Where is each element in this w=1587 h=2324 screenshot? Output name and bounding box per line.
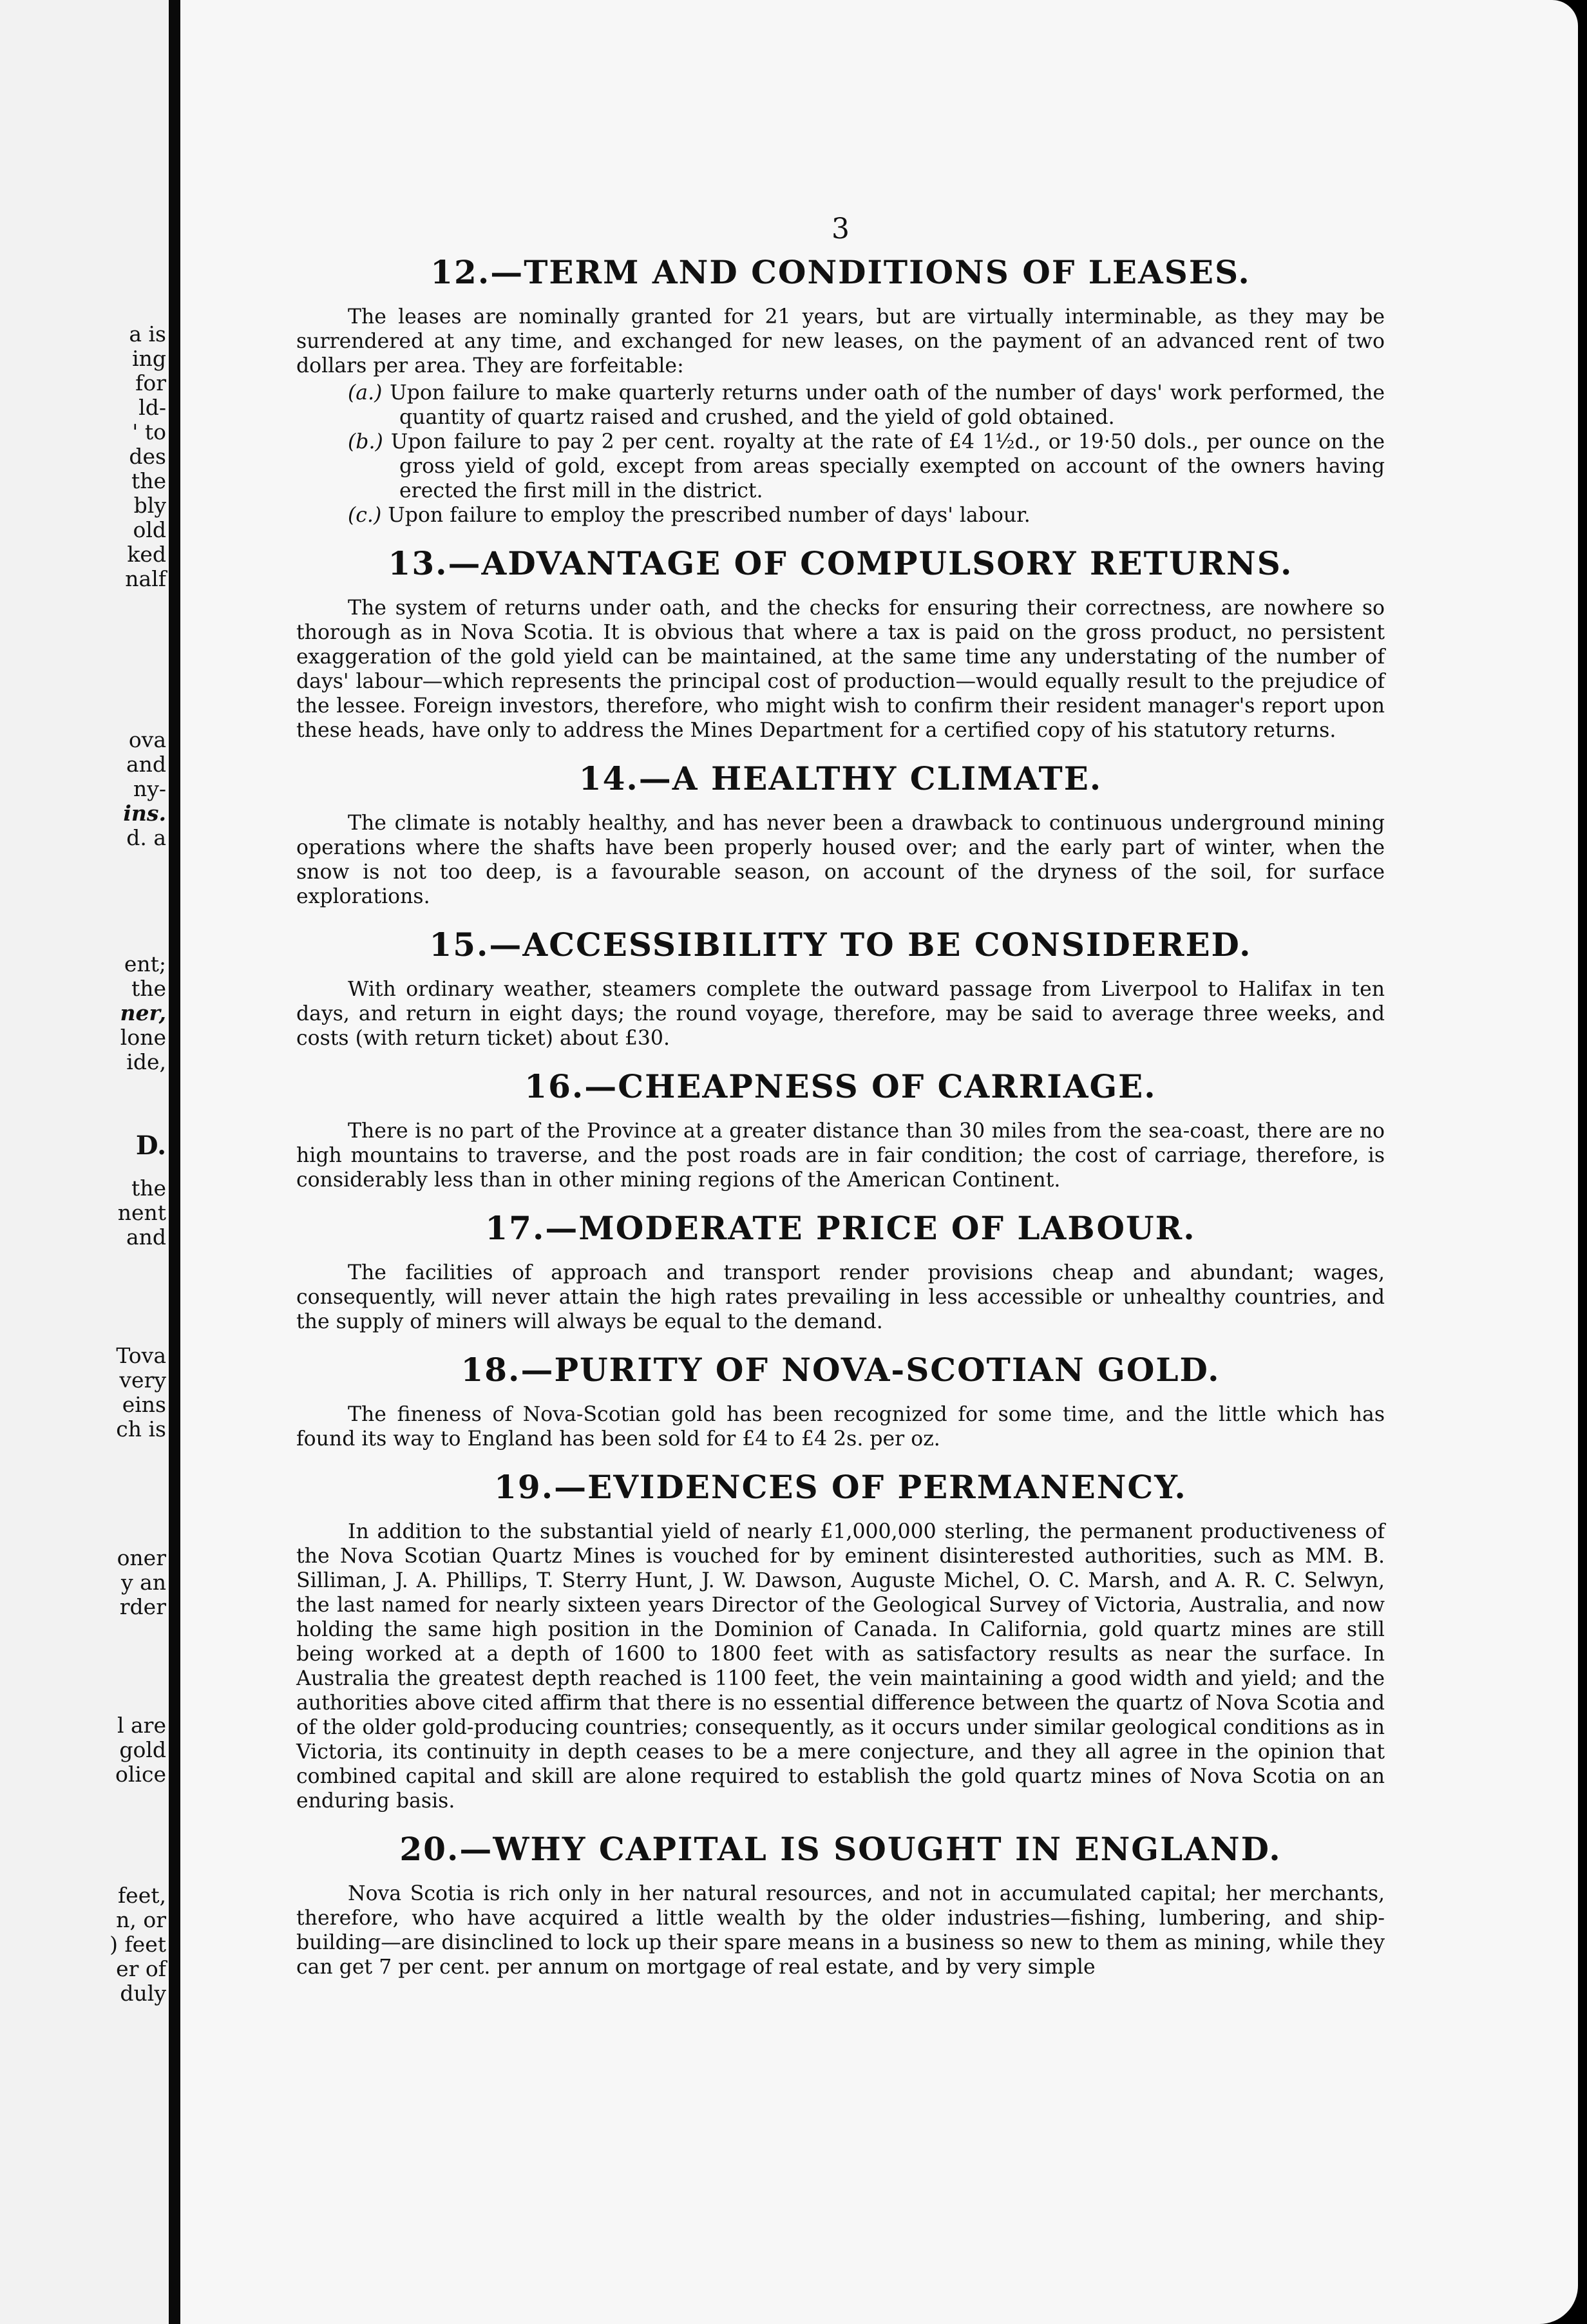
facing-page-text-fragment: and [126,752,166,777]
condition-marker: (b.) [348,430,383,453]
facing-page-text-fragment: y an [120,1570,166,1595]
facing-page-text-fragment: ld- [138,395,166,420]
facing-page-text-fragment: nalf [125,566,166,591]
facing-page-text-fragment: rder [119,1594,166,1619]
section [296,926,1385,1051]
section [296,1830,1385,1979]
section-heading: 20.—WHY CAPITAL IS SOUGHT IN ENGLAND. [399,1830,1282,1868]
section-body: With ordinary weather, steamers complete the outward passage from Liverpool to Halifax in ten days, and return in eight days; the round voyage, therefore, may be said to average three weeks, and costs (with return ticket) about £30. [296,978,1385,1050]
facing-page-text-fragment: ner, [120,1000,166,1025]
section-heading: 17.—MODERATE PRICE OF LABOUR. [485,1209,1196,1247]
facing-page-text-fragment: ova [128,727,166,752]
section-heading: 15.—ACCESSIBILITY TO BE CONSIDERED. [429,926,1252,964]
facing-page-text-fragment: ins. [123,801,166,826]
facing-page-text-fragment: ked [127,542,166,567]
section-heading: 19.—EVIDENCES OF PERMANENCY. [494,1468,1187,1506]
section [296,1209,1385,1334]
facing-page-text-fragment: ) feet [109,1932,166,1957]
facing-page-text-fragment: eins [122,1392,166,1417]
section [296,544,1385,743]
forfeiture-conditions-list [296,381,1385,528]
document-page [180,0,1578,2324]
condition-marker: (c.) [348,504,382,527]
facing-page-text-fragment: the [131,1176,166,1201]
facing-page-text-fragment: ide, [126,1049,166,1074]
facing-page-text-fragment: d. a [126,825,166,850]
facing-page-text-fragment: ing [132,346,166,371]
facing-page-text-fragment: l are [117,1713,166,1738]
facing-page-text-fragment: duly [120,1981,166,2006]
facing-page-text-fragment: olice [115,1762,166,1787]
page-content [296,213,1385,1996]
section [296,1351,1385,1451]
condition-text: Upon failure to pay 2 per cent. royalty at the rate of £4 1½d., or 19·50 dols., per ounce on the gross yield of gold, except from areas specially exempted on account of the owners having erected the first mill in the district. [390,430,1385,502]
section-heading: 12.—TERM AND CONDITIONS OF LEASES. [430,253,1251,291]
facing-page-text-fragment: the [131,976,166,1001]
facing-page-text-fragment: ' to [132,419,166,444]
facing-page-text-fragment: gold [119,1737,166,1762]
section-body: The fineness of Nova-Scotian gold has been recognized for some time, and the little which has found its way to England has been sold for £4 to £4 2s. per oz. [296,1403,1385,1451]
condition-text: Upon failure to employ the prescribed number of days' labour. [388,504,1031,527]
section [296,1468,1385,1813]
section-body: The system of returns under oath, and the checks for ensuring their correctness, are nowhere so thorough as in Nova Scotia. It is obvious that where a tax is paid on the gross product, no persistent exaggeration of the gold yield can be maintained, at the same time any understating of the number of days' labour—which represents the principal cost of production—would equally result to the prejudice of the lessee. Foreign investors, therefore, who might wish to confirm their resident manager's report upon these heads, have only to address the Mines Department for a certified copy of his statutory returns. [296,596,1385,742]
section [296,1067,1385,1192]
facing-page-text-fragment: nent [117,1200,166,1225]
section-body: In addition to the substantial yield of nearly £1,000,000 sterling, the permanent productiveness of the Nova Scotian Quartz Mines is vouched for by eminent disinterested authorities, such as MM. B. Silliman, J. A. Phillips, T. Sterry Hunt, J. W. Dawson, Auguste Michel, O. C. Marsh, and A. R. C. Selwyn, the last named for nearly sixteen years Director of the Geological Survey of Victoria, Australia, and now holding the same high position in the Dominion of Canada. In California, gold quartz mines are still being worked at a depth of 1600 to 1800 feet with as satisfactory results as near the surface. In Australia the greatest depth reached is 1100 feet, the vein maintaining a good width and yield; and the authorities above cited affirm that there is no essential difference between the quartz of Nova Scotia and of the older gold-producing countries; consequently, as it occurs under similar geological conditions as in Victoria, its continuity in depth ceases to be a mere conjecture, and they all agree in the opinion that combined capital and skill are alone required to establish the gold quartz mines of Nova Scotia on an enduring basis. [296,1520,1385,1813]
forfeiture-condition [296,430,1385,503]
section [296,253,1385,528]
facing-page-text-fragment: lone [120,1025,166,1050]
facing-page-text-fragment: n, or [116,1907,166,1932]
condition-marker: (a.) [348,381,383,405]
condition-text: Upon failure to make quarterly returns under oath of the number of days' work performed, the quantity of quartz raised and crushed, and the yield of gold obtained. [390,381,1385,429]
facing-page-text-fragment: a is [129,321,166,347]
section-heading: 16.—CHEAPNESS OF CARRIAGE. [524,1067,1157,1105]
facing-page-text-fragment: old [133,517,166,542]
facing-page-text-fragment: ny- [133,776,166,801]
facing-page-text-fragment: oner [117,1545,166,1570]
facing-page-text-fragment: the [131,468,166,493]
facing-page-edge [0,0,169,2324]
section-body: The leases are nominally granted for 21 years, but are virtually interminable, as they may be surrendered at any time, and exchanged for new leases, on the payment of an advanced rent of two dollars per area. They are forfeitable: [296,305,1385,377]
section-heading: 18.—PURITY OF NOVA-SCOTIAN GOLD. [461,1351,1221,1389]
section [296,759,1385,909]
facing-page-text-fragment: D. [135,1130,166,1161]
facing-page-text-fragment: Tova [116,1343,166,1368]
facing-page-text-fragment: bly [133,493,166,518]
section-body: The climate is notably healthy, and has never been a drawback to continuous underground mining operations where the shafts have been properly housed over; and the early part of winter, when the snow is not too deep, is a favourable season, on account of the dryness of the soil, for surface explorations. [296,812,1385,908]
section-body: Nova Scotia is rich only in her natural resources, and not in accumulated capital; her merchants, therefore, who have acquired a little wealth by the older industries—fishing, lumbering, and ship-building—are disinclined to lock up their spare means in a business so new to them as mining, while they can get 7 per cent. per annum on mortgage of real estate, and by very simple [296,1882,1385,1979]
facing-page-text-fragment: for [135,370,166,395]
section-heading: 13.—ADVANTAGE OF COMPULSORY RETURNS. [388,544,1293,582]
facing-page-text-fragment: and [126,1224,166,1250]
facing-page-text-fragment: des [129,444,166,469]
section-heading: 14.—A HEALTHY CLIMATE. [578,759,1103,797]
facing-page-text-fragment: ent; [124,951,166,976]
forfeiture-condition [296,381,1385,430]
facing-page-text-fragment: feet, [117,1883,166,1908]
facing-page-text-fragment: very [119,1367,166,1393]
section-body: There is no part of the Province at a greater distance than 30 miles from the sea-coast, there are no high mountains to traverse, and the post roads are in fair condition; the cost of carriage, therefore, is considerably less than in other mining regions of the American Continent. [296,1119,1385,1192]
facing-page-text-fragment: ch is [116,1416,166,1442]
facing-page-text-fragment: er of [116,1956,166,1981]
section-body: The facilities of approach and transport render provisions cheap and abundant; wages, consequently, will never attain the high rates prevailing in less accessible or unhealthy countries, and the supply of miners will always be equal to the demand. [296,1261,1385,1333]
page-number: 3 [832,213,850,245]
book-gutter [169,0,180,2324]
sections-container [296,253,1385,1979]
forfeiture-condition [296,503,1385,528]
